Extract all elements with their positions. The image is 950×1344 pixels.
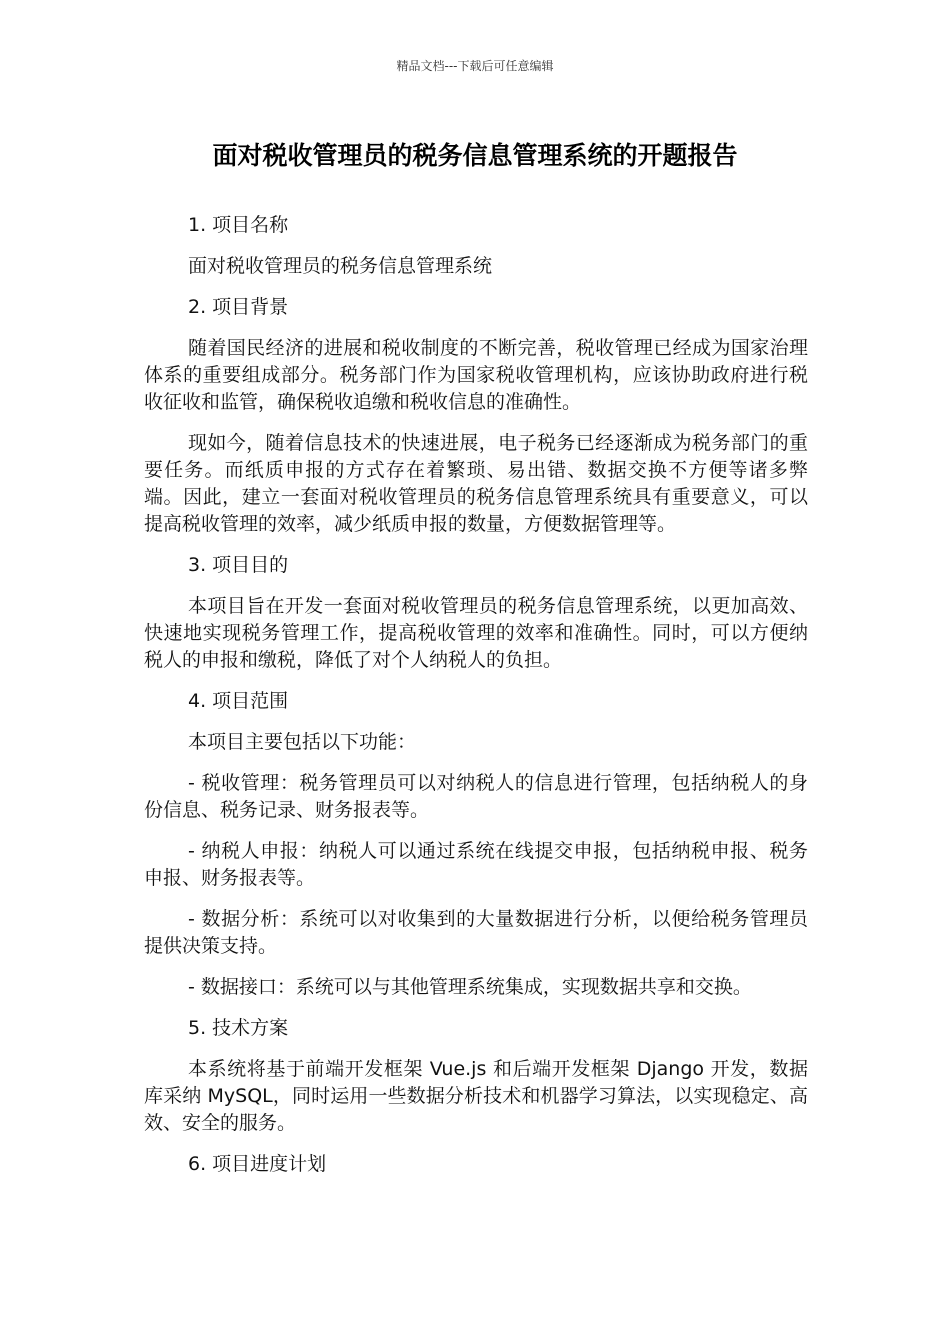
section-heading-scope: 4. 项目范围 — [188, 690, 289, 712]
document-title: 面对税收管理员的税务信息管理系统的开题报告 — [212, 141, 738, 170]
paragraph-background-1: 随着国民经济的进展和税收制度的不断完善，税收管理已经成为国家治理体系的重要组成部分。税务部门作为国家税收管理机构，应该协助政府进行税收征收和监管，确保税收追缴和税收信息的准确性。 — [144, 337, 808, 413]
section-heading-project-name: 1. 项目名称 — [188, 214, 289, 236]
section-heading-background: 2. 项目背景 — [188, 296, 289, 318]
list-item-taxpayer-filing: - 纳税人申报：纳税人可以通过系统在线提交申报，包括纳税申报、税务申报、财务报表等。 — [144, 840, 808, 889]
page-header-note: 精品文档---下载后可任意编辑 — [396, 59, 554, 73]
paragraph-tech-plan: 本系统将基于前端开发框架 Vue.js 和后端开发框架 Django 开发，数据库采纳 MySQL，同时运用一些数据分析技术和机器学习算法，以实现稳定、高效、安全的服务。 — [144, 1058, 808, 1134]
paragraph-scope-intro: 本项目主要包括以下功能： — [188, 731, 417, 753]
list-item-tax-management: - 税收管理：税务管理员可以对纳税人的信息进行管理，包括纳税人的身份信息、税务记录、财务报表等。 — [144, 772, 808, 821]
paragraph-project-name: 面对税收管理员的税务信息管理系统 — [188, 255, 493, 277]
section-heading-schedule: 6. 项目进度计划 — [188, 1153, 327, 1175]
paragraph-purpose: 本项目旨在开发一套面对税收管理员的税务信息管理系统，以更加高效、快速地实现税务管理工作，提高税收管理的效率和准确性。同时，可以方便纳税人的申报和缴税，降低了对个人纳税人的负担。 — [144, 595, 808, 671]
section-heading-tech-plan: 5. 技术方案 — [188, 1017, 289, 1039]
list-item-data-analysis: - 数据分析：系统可以对收集到的大量数据进行分析，以便给税务管理员提供决策支持。 — [144, 908, 808, 957]
paragraph-background-2: 现如今，随着信息技术的快速进展，电子税务已经逐渐成为税务部门的重要任务。而纸质申报的方式存在着繁琐、易出错、数据交换不方便等诸多弊端。因此，建立一套面对税收管理员的税务信息管理系统具有重要意义，可以提高税收管理的效率，减少纸质申报的数量，方便数据管理等。 — [144, 432, 808, 535]
section-heading-purpose: 3. 项目目的 — [188, 554, 289, 576]
document-body — [144, 212, 808, 1192]
list-item-data-interface: - 数据接口：系统可以与其他管理系统集成，实现数据共享和交换。 — [188, 976, 752, 998]
